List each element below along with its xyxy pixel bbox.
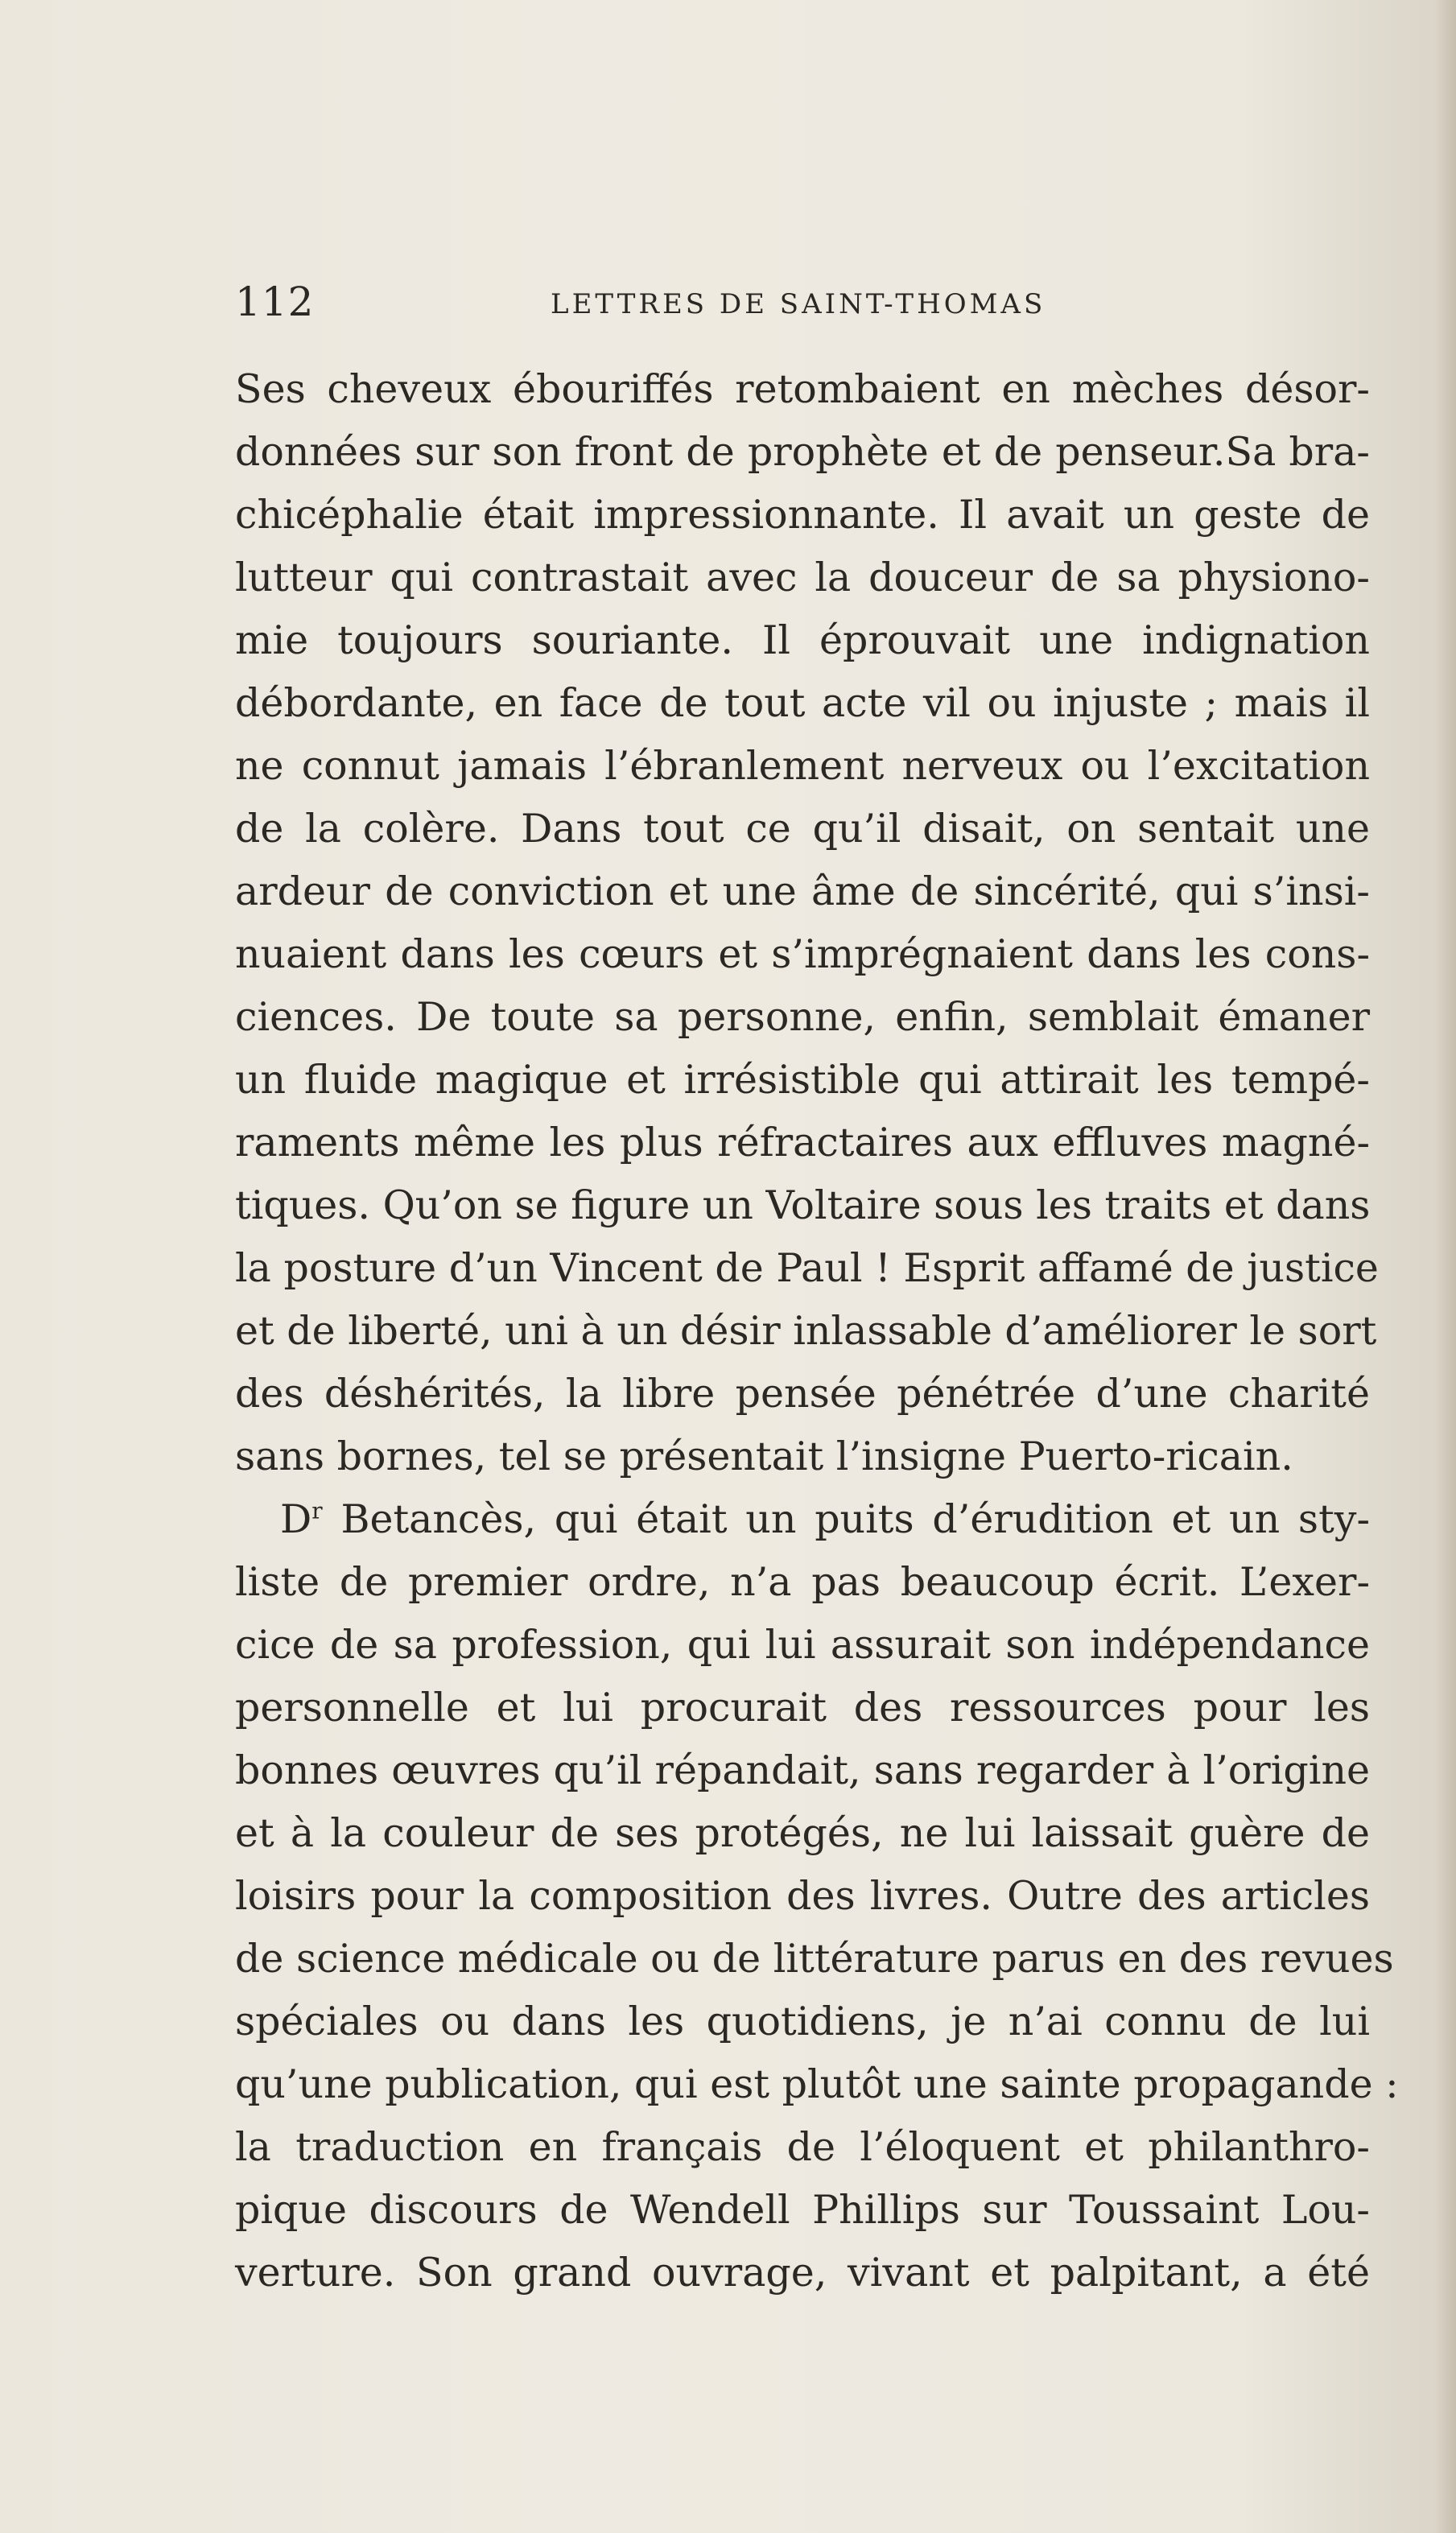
text-line: de la colère. Dans tout ce qu’il disait, on sentait une — [235, 806, 1370, 852]
page-header — [235, 274, 1370, 330]
text-line: personnelle et lui procurait des ressources pour les — [235, 1685, 1370, 1731]
text-line: données sur son front de prophète et de penseur.Sa bra- — [235, 429, 1370, 475]
text-line: un fluide magique et irrésistible qui attirait les tempé- — [235, 1057, 1370, 1103]
text-line: de science médicale ou de littérature parus en des revues — [235, 1936, 1394, 1982]
text-line: cice de sa profession, qui lui assurait son indépendance — [235, 1622, 1370, 1668]
text-line: mie toujours souriante. Il éprouvait une indignation — [235, 617, 1370, 663]
text-line: tiques. Qu’on se figure un Voltaire sous les traits et dans — [235, 1182, 1371, 1228]
text-line: ardeur de conviction et une âme de sincérité, qui s’insi- — [235, 868, 1370, 914]
text-line: ciences. De toute sa personne, enfin, semblait émaner — [235, 994, 1370, 1040]
text-line: sans bornes, tel se présentait l’insigne Puerto-ricain. — [235, 1434, 1293, 1479]
text-line: spéciales ou dans les quotidiens, je n’ai connu de lui — [235, 1999, 1370, 2044]
doctor-abbreviation: D — [280, 1496, 312, 1542]
text-line: raments même les plus réfractaires aux effluves magné- — [235, 1120, 1370, 1165]
text-line: des déshérités, la libre pensée pénétrée d’une charité — [235, 1371, 1370, 1417]
paragraph-first-line — [235, 1488, 1370, 1551]
body-text — [235, 358, 1399, 2304]
text-line: verture. Son grand ouvrage, vivant et palpitant, a été — [235, 2250, 1370, 2296]
running-head: LETTRES DE SAINT-THOMAS — [551, 288, 1046, 320]
text-line: et à la couleur de ses protégés, ne lui laissait guère de — [235, 1810, 1370, 1856]
text-line: chicéphalie était impressionnante. Il avait un geste de — [235, 492, 1370, 538]
text-line: la traduction en français de l’éloquent et philanthro- — [235, 2124, 1370, 2170]
first-line-text: Betancès, qui était un puits d’érudition et un sty- — [322, 1496, 1370, 1542]
text-line: lutteur qui contrastait avec la douceur de sa physiono- — [235, 555, 1370, 600]
text-line: la posture d’un Vincent de Paul ! Esprit affamé de justice — [235, 1245, 1379, 1291]
doctor-abbreviation-superscript: r — [311, 1497, 323, 1524]
text-line: nuaient dans les cœurs et s’imprégnaient dans les cons- — [235, 931, 1370, 977]
text-line: pique discours de Wendell Phillips sur Toussaint Lou- — [235, 2187, 1370, 2233]
page-edge-shadow — [1435, 0, 1456, 2533]
text-line: liste de premier ordre, n’a pas beaucoup écrit. L’exer- — [235, 1559, 1370, 1605]
text-line: Ses cheveux ébouriffés retombaient en mèches désor- — [235, 366, 1370, 412]
text-line: débordante, en face de tout acte vil ou injuste ; mais il — [235, 680, 1370, 726]
text-line: bonnes œuvres qu’il répandait, sans regarder à l’origine — [235, 1747, 1370, 1793]
text-line: et de liberté, uni à un désir inlassable d’améliorer le sort — [235, 1308, 1377, 1354]
page-number: 112 — [235, 278, 315, 325]
text-line: qu’une publication, qui est plutôt une sainte propagande : — [235, 2061, 1399, 2107]
text-line: loisirs pour la composition des livres. Outre des articles — [235, 1873, 1370, 1919]
text-line: ne connut jamais l’ébranlement nerveux ou l’excitation — [235, 743, 1370, 789]
